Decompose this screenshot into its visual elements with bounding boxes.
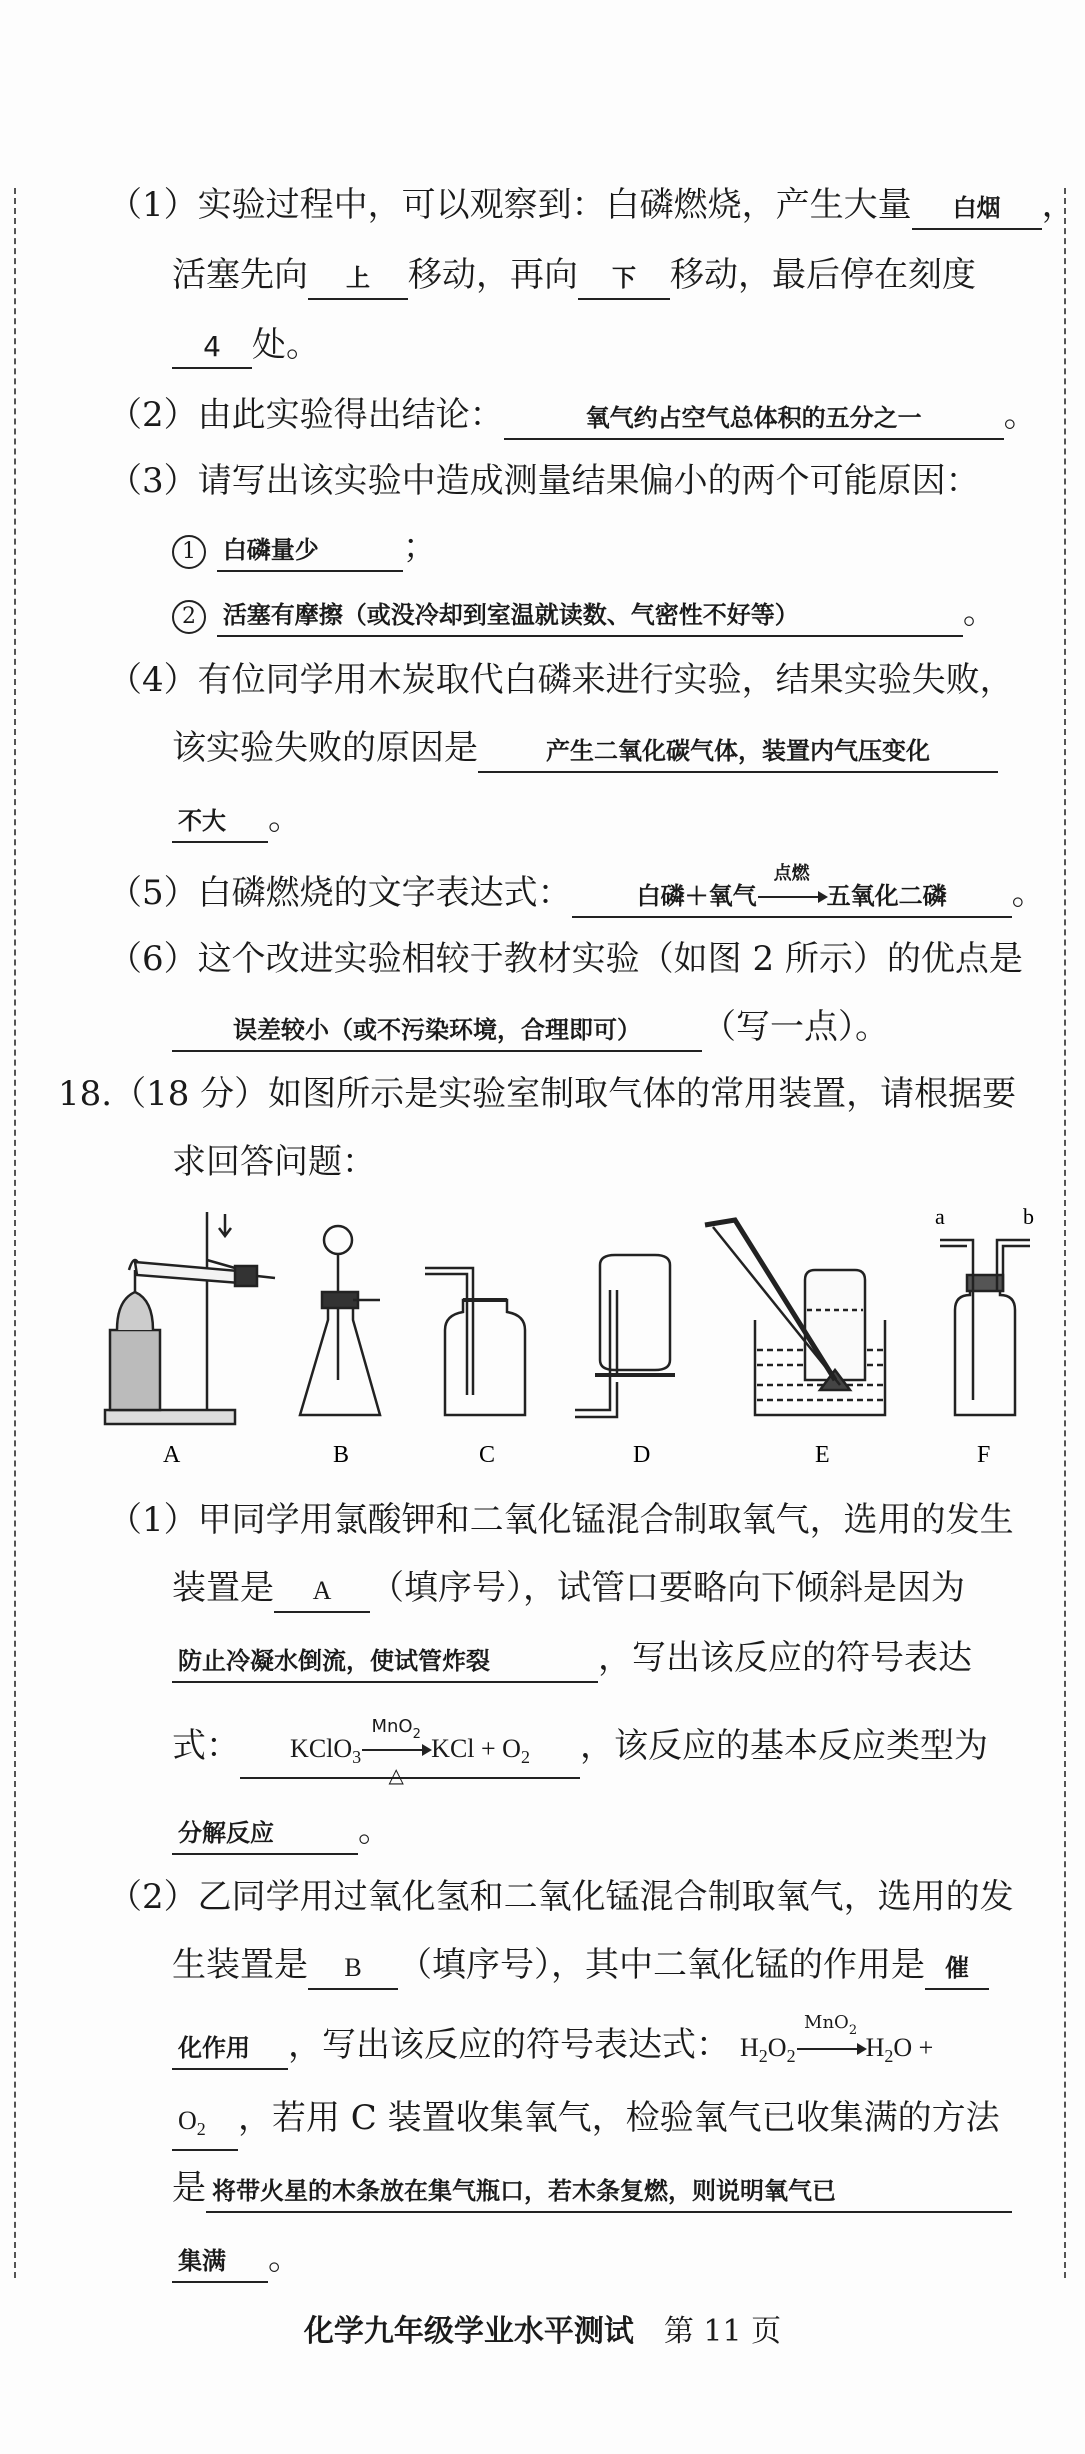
q17-p3-reason1: 1 白磷量少 ； [172, 525, 437, 572]
q17-p3-reason2: 2 活塞有摩擦（或没冷却到室温就读数、气密性不好等） 。 [172, 590, 997, 637]
label-f: F [977, 1442, 991, 1468]
q18-p2-line3: 化作用 ，写出该反应的符号表达式： $H_2O_2$ MnO$_2$ $H_2O$ + [172, 2023, 933, 2078]
footer-title: 化学九年级学业水平测试 [303, 2314, 634, 2349]
q17-p2-line: （2）由此实验得出结论： 氧气约占空气总体积的五分之一 。 [108, 393, 1038, 440]
answer-equation-kclo3: KClO$_3$ MnO$_2$ △ KCl + $O_2$ [240, 1729, 580, 1779]
answer-o2: $O_2$ [172, 2101, 238, 2151]
q18-p1-line2: 装置是 A （填序号），试管口要略向下倾斜是因为 [172, 1566, 965, 1613]
q17-p5-line: （5）白磷燃烧的文字表达式： 白磷＋氧气 点燃 五氧化二磷 。 [108, 871, 1046, 918]
label-f-a: a [935, 1204, 945, 1229]
q18-p1-line1: （1）甲同学用氯酸钾和二氧化锰混合制取氧气，选用的发生 [108, 1500, 1014, 1540]
label-c: C [479, 1442, 496, 1468]
label-b: B [333, 1442, 350, 1468]
q18-p1-line3: 防止冷凝水倒流，使试管炸裂 ，写出该反应的符号表达 [172, 1636, 972, 1683]
apparatus-e [705, 1220, 885, 1415]
q17-p3-line: （3）请写出该实验中造成测量结果偏小的两个可能原因： [108, 461, 980, 501]
q18-head-line2: 求回答问题： [172, 1142, 376, 1182]
q18-p2-line6: 集满 。 [172, 2236, 302, 2283]
answer-reason-fail-1: 产生二氧化碳气体，装置内气压变化 [478, 731, 998, 773]
q18-head-line1: 18.（18 分）如图所示是实验室制取气体的常用装置，请根据要 [58, 1074, 1017, 1114]
answer-catalysis-part2: 化作用 [172, 2028, 288, 2070]
answer-reason2: 活塞有摩擦（或没冷却到室温就读数、气密性不好等） [217, 595, 963, 637]
answer-reason1: 白磷量少 [217, 530, 403, 572]
q17-p6-line2: 误差较小（或不污染环境，合理即可） （写一点）。 [172, 1005, 889, 1052]
q17-p4-line1: （4）有位同学用木炭取代白磷来进行实验，结果实验失败， [108, 660, 1014, 700]
answer-reason-fail-2: 不大 [172, 801, 268, 843]
apparatus-b [300, 1226, 380, 1415]
page-number: 第 11 页 [663, 2314, 782, 2349]
label-a: A [163, 1442, 181, 1468]
right-dashed-border [1064, 188, 1066, 2278]
reaction-arrow-mno2: MnO$_2$ △ [361, 1729, 431, 1769]
label-f-b: b [1023, 1204, 1034, 1229]
q17-p4-line2: 该实验失败的原因是 产生二氧化碳气体，装置内气压变化 [172, 726, 998, 773]
apparatus-f [940, 1240, 1030, 1415]
answer-scale-4: 4 [172, 327, 252, 369]
left-dashed-border [14, 188, 16, 2278]
answer-tilt-reason: 防止冷凝水倒流，使试管炸裂 [172, 1641, 598, 1683]
answer-advantage: 误差较小（或不污染环境，合理即可） [172, 1010, 702, 1052]
answer-white-smoke: 白烟 [912, 188, 1042, 230]
q18-p1-line4: 式： KClO$_3$ MnO$_2$ △ KCl + $O_2$ ，该反应的基本反应类型为 [172, 1716, 988, 1787]
answer-check-method: 将带火星的木条放在集气瓶口，若木条复燃，则说明氧气已 [206, 2171, 1012, 2213]
q17-p1-line1: （1）实验过程中，可以观察到：白磷燃烧，产生大量 白烟 ， [108, 183, 1076, 230]
answer-up: 上 [308, 258, 408, 300]
q18-p2-line5: 是 将带火星的木条放在集气瓶口，若木条复燃，则说明氧气已 [172, 2166, 1012, 2213]
circled-number-1: 1 [172, 535, 206, 569]
answer-conclusion: 氧气约占空气总体积的五分之一 [504, 398, 1004, 440]
reaction-arrow: 点燃 [757, 876, 827, 916]
q17-p6-line1: （6）这个改进实验相较于教材实验（如图 2 所示）的优点是 [108, 939, 1023, 979]
label-d: D [633, 1442, 651, 1468]
answer-device-b: B [308, 1948, 398, 1990]
circled-number-2: 2 [172, 600, 206, 634]
apparatus-a [105, 1212, 275, 1424]
apparatus-d [575, 1255, 675, 1417]
answer-word-equation: 白磷＋氧气 点燃 五氧化二磷 [572, 876, 1012, 918]
q17-p4-line3: 不大 。 [172, 796, 302, 843]
apparatus-figure [95, 1200, 1035, 1480]
q18-p2-line1: （2）乙同学用过氧化氢和二氧化锰混合制取氧气，选用的发 [108, 1877, 1014, 1917]
q18-p2-line2: 生装置是 B （填序号），其中二氧化锰的作用是 催 [172, 1943, 989, 1990]
reaction-arrow-mno2-h2o2: MnO$_2$ [796, 2023, 866, 2067]
q18-p2-line4: $O_2$ ，若用 C 装置收集氧气，检验氧气已收集满的方法 [172, 2096, 1000, 2151]
answer-device-a: A [274, 1571, 370, 1613]
answer-reaction-type: 分解反应 [172, 1813, 358, 1855]
label-e: E [815, 1442, 830, 1468]
apparatus-c [425, 1268, 525, 1415]
q17-p1-line2: 活塞先向 上 移动，再向 下 移动，最后停在刻度 [172, 253, 976, 300]
answer-check-method-end: 集满 [172, 2241, 268, 2283]
answer-down: 下 [578, 258, 670, 300]
page-footer [0, 2306, 1085, 2350]
q17-p1-line3: 4 处。 [172, 323, 320, 369]
q18-p1-line5: 分解反应 。 [172, 1808, 392, 1855]
answer-catalysis-part1: 催 [925, 1948, 989, 1990]
